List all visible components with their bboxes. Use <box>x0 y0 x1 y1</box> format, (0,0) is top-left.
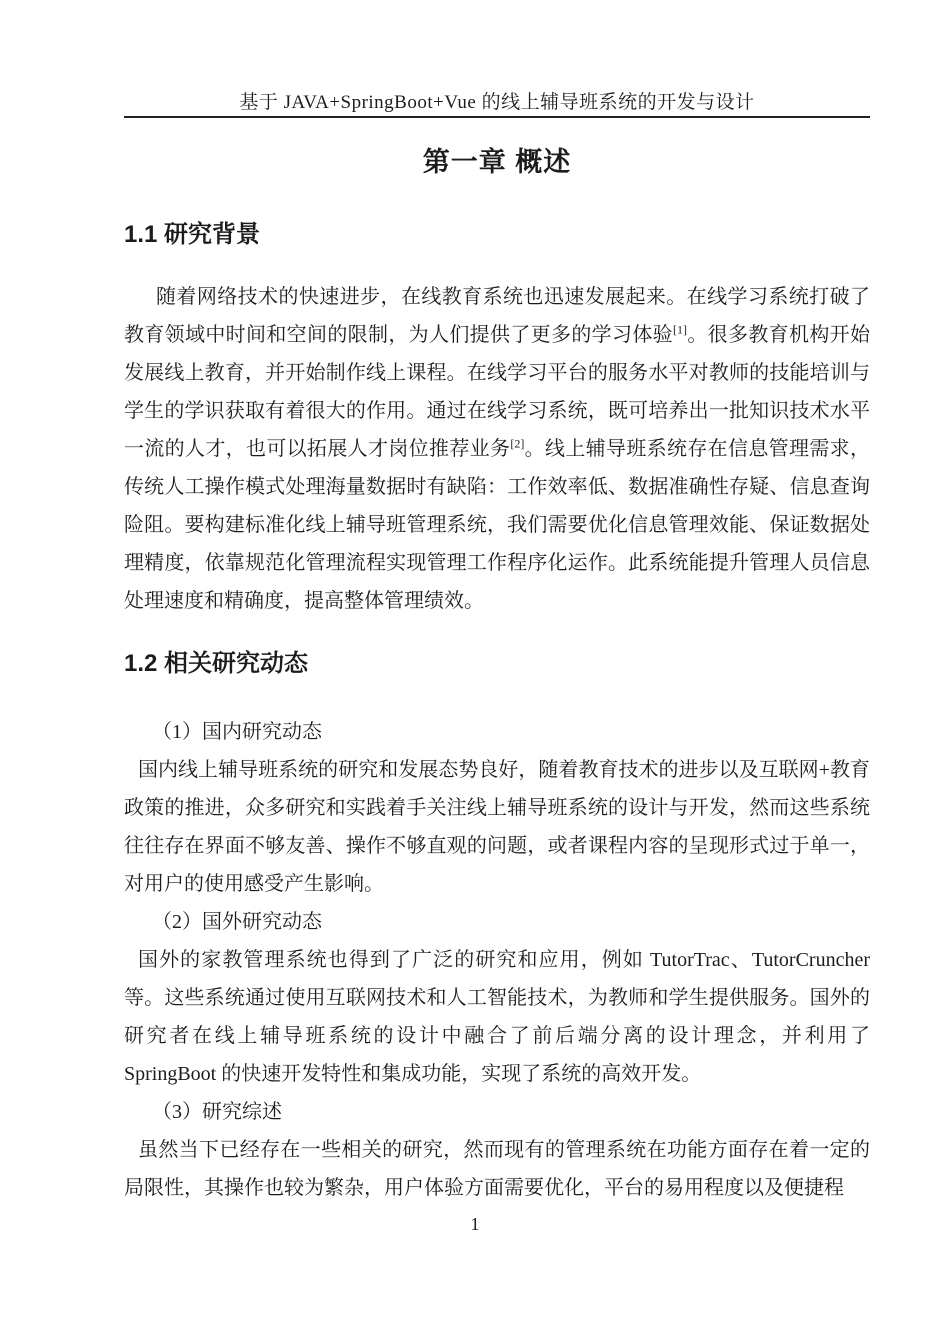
paragraph <box>124 1131 870 1207</box>
page-header-title: 基于 JAVA+SpringBoot+Vue 的线上辅导班系统的开发与设计 <box>239 92 755 113</box>
list-label <box>124 713 870 751</box>
citation-superscript: [1] <box>673 322 687 337</box>
paragraph <box>124 751 870 903</box>
paragraph <box>124 278 870 620</box>
chapter-title: 第一章 概述 <box>422 147 572 177</box>
paragraph-text: （1）国内研究动态 <box>152 721 322 743</box>
paragraph-text: （2）国外研究动态 <box>152 911 322 933</box>
header-rule <box>124 116 870 118</box>
paragraph-text: 。很多教育机构开始发展线上教育，并开始制作线上课程。在线学习平台的服务水平对教师的技能培训与学生的学识获取有着很大的作用。通过在线学习系统，既可培养出一批知识技术水平一流的人才，也可以拓展人才岗位推荐业务 <box>124 324 870 460</box>
paragraph-text: （3）研究综述 <box>152 1101 282 1123</box>
paragraph <box>124 941 870 1093</box>
paragraph-text: 国外的家教管理系统也得到了广泛的研究和应用，例如 TutorTrac、TutorCruncher 等。这些系统通过使用互联网技术和人工智能技术，为教师和学生提供服务。国外的研究者在线上辅导班系统的设计中融合了前后端分离的设计理念，并利用了 SpringBoot 的快速开发特性和集成功能，实现了系统的高效开发。 <box>124 949 870 1085</box>
sections-container <box>124 220 870 1207</box>
document-content <box>124 0 870 1207</box>
list-label <box>124 903 870 941</box>
paragraph-text: 国内线上辅导班系统的研究和发展态势良好，随着教育技术的进步以及互联网+教育政策的推进，众多研究和实践着手关注线上辅导班系统的设计与开发，然而这些系统往往存在界面不够友善、操作不够直观的问题，或者课程内容的呈现形式过于单一，对用户的使用感受产生影响。 <box>124 759 870 895</box>
paragraph-text: 随着网络技术的快速进步，在线教育系统也迅速发展起来。在线学习系统打破了教育领域中时间和空间的限制，为人们提供了更多的学习体验 <box>124 286 870 346</box>
paragraph-text: 。线上辅导班系统存在信息管理需求，传统人工操作模式处理海量数据时有缺陷：工作效率低、数据准确性存疑、信息查询险阻。要构建标准化线上辅导班管理系统，我们需要优化信息管理效能、保证数据处理精度，依靠规范化管理流程实现管理工作程序化运作。此系统能提升管理人员信息处理速度和精确度，提高整体管理绩效。 <box>124 438 871 612</box>
paragraph-text: 虽然当下已经存在一些相关的研究，然而现有的管理系统在功能方面存在着一定的局限性，其操作也较为繁杂，用户体验方面需要优化，平台的易用程度以及便捷程 <box>124 1139 870 1199</box>
section-heading-1-2: 1.2 相关研究动态 <box>124 650 309 677</box>
section-heading-1-1: 1.1 研究背景 <box>124 221 261 248</box>
citation-superscript: [2] <box>510 436 525 451</box>
page-number: 1 <box>470 1214 480 1234</box>
list-label <box>124 1093 870 1131</box>
